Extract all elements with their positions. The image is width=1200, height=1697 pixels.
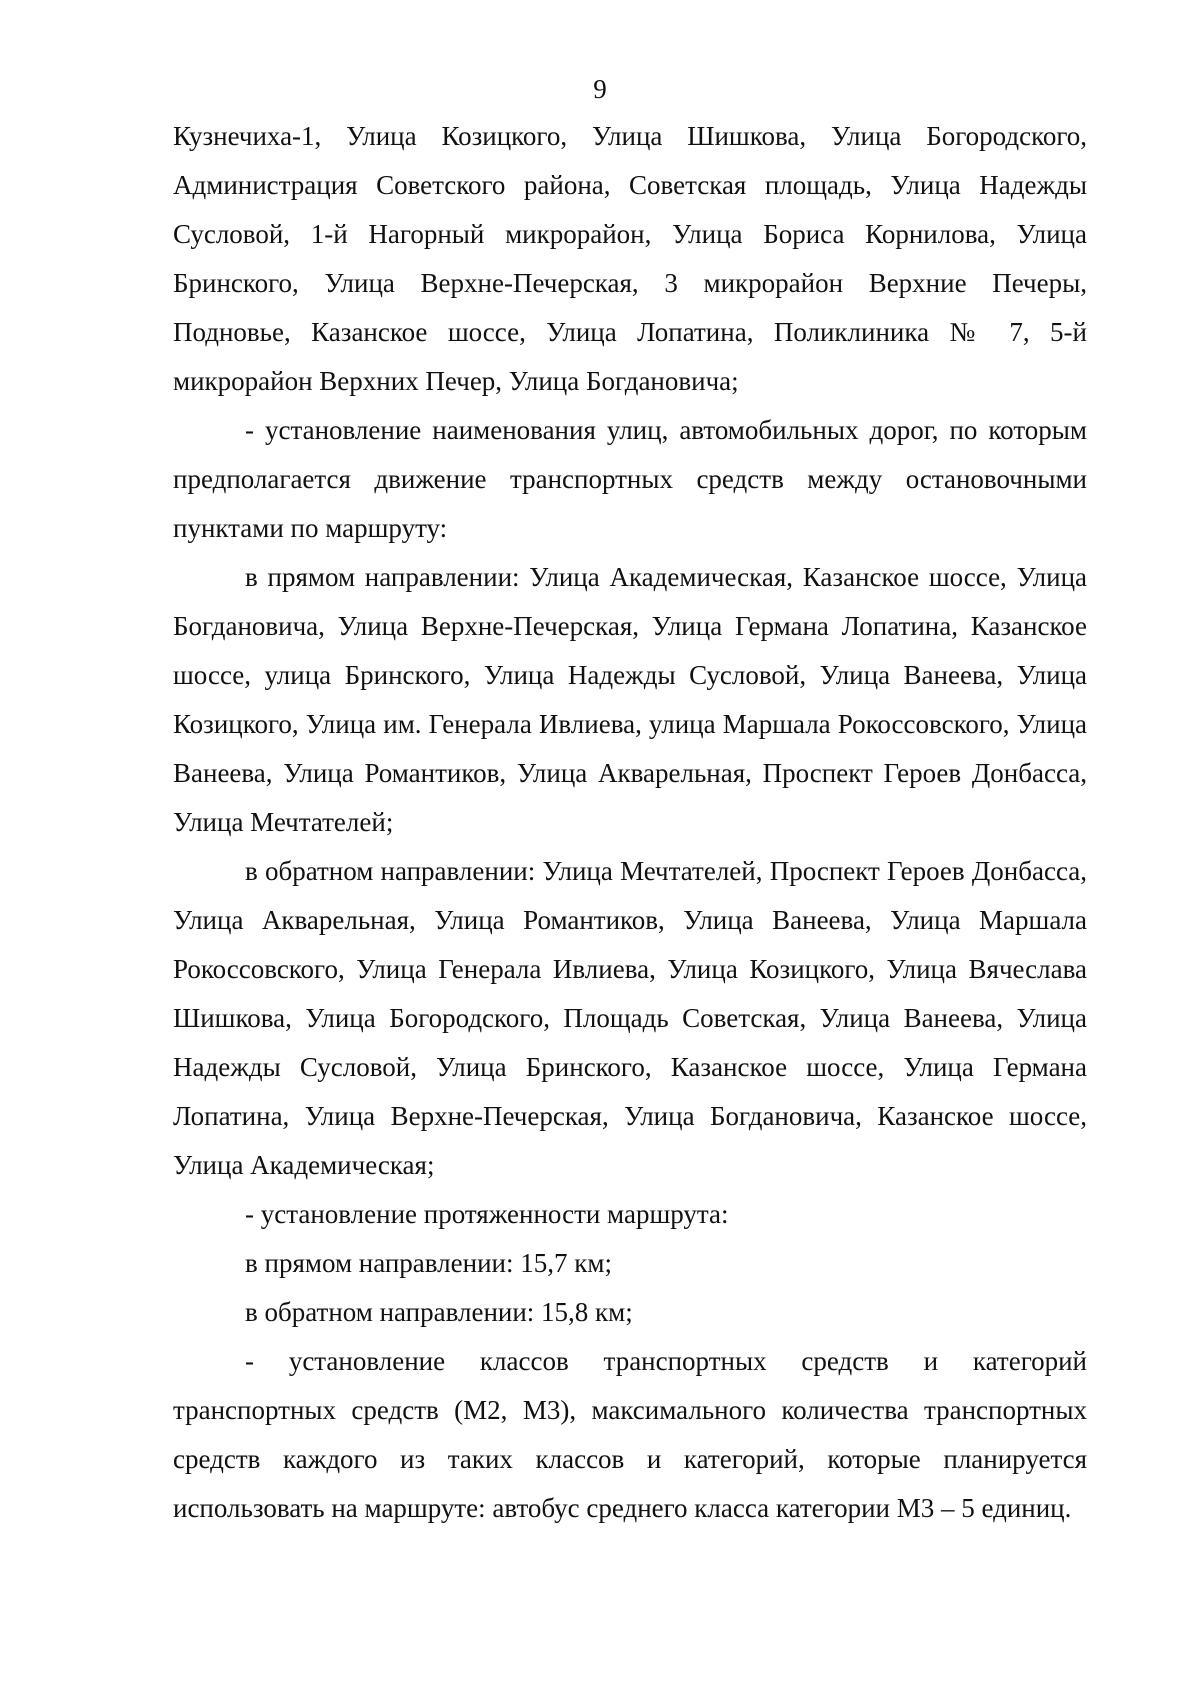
paragraph-route-length-heading: - установление протяженности маршрута: <box>245 1199 729 1229</box>
paragraph-street-names-heading: - установление наименования улиц, автомобильных дорог, по которым предполагается движение транспортных средств между остановочными пунктами по маршруту: <box>173 415 1087 543</box>
paragraph-vehicle-classes: - установление классов транспортных средств и категорий транспортных средств (М2, М3), максимального количества транспортных средств каждого из таких классов и категорий, которые планируется использовать на маршруте: автобус среднего класса категории М3 – 5 единиц. <box>173 1346 1087 1523</box>
document-body <box>173 112 1087 1533</box>
paragraph-reverse-direction-streets: в обратном направлении: Улица Мечтателей, Проспект Героев Донбасса, Улица Акварельная, Улица Романтиков, Улица Ванеева, Улица Маршала Рокоссовского, Улица Генерала Ивлиева, Улица Козицкого, Улица Вячеслава Шишкова, Улица Богородского, Площадь Советская, Улица Ванеева, Улица Надежды Сусловой, Улица Бринского, Казанское шоссе, Улица Германа Лопатина, Улица Верхне-Печерская, Улица Богдановича, Казанское шоссе, Улица Академическая; <box>173 856 1087 1180</box>
paragraph-forward-direction-streets: в прямом направлении: Улица Академическая, Казанское шоссе, Улица Богдановича, Улица Верхне-Печерская, Улица Германа Лопатина, Казанское шоссе, улица Бринского, Улица Надежды Сусловой, Улица Ванеева, Улица Козицкого, Улица им. Генерала Ивлиева, улица Маршала Рокоссовского, Улица Ванеева, Улица Романтиков, Улица Акварельная, Проспект Героев Донбасса, Улица Мечтателей; <box>173 562 1087 837</box>
page-number: 9 <box>593 74 607 104</box>
paragraph-forward-length: в прямом направлении: 15,7 км; <box>245 1248 612 1278</box>
paragraph-stops-continuation: Кузнечиха-1, Улица Козицкого, Улица Шишкова, Улица Богородского, Администрация Советского района, Советская площадь, Улица Надежды Сусловой, 1-й Нагорный микрорайон, Улица Бориса Корнилова, Улица Бринского, Улица Верхне-Печерская, 3 микрорайон Верхние Печеры, Подновье, Казанское шоссе, Улица Лопатина, Поликлиника № 7, 5-й микрорайон Верхних Печер, Улица Богдановича; <box>173 121 1087 396</box>
paragraph-reverse-length: в обратном направлении: 15,8 км; <box>245 1297 633 1327</box>
